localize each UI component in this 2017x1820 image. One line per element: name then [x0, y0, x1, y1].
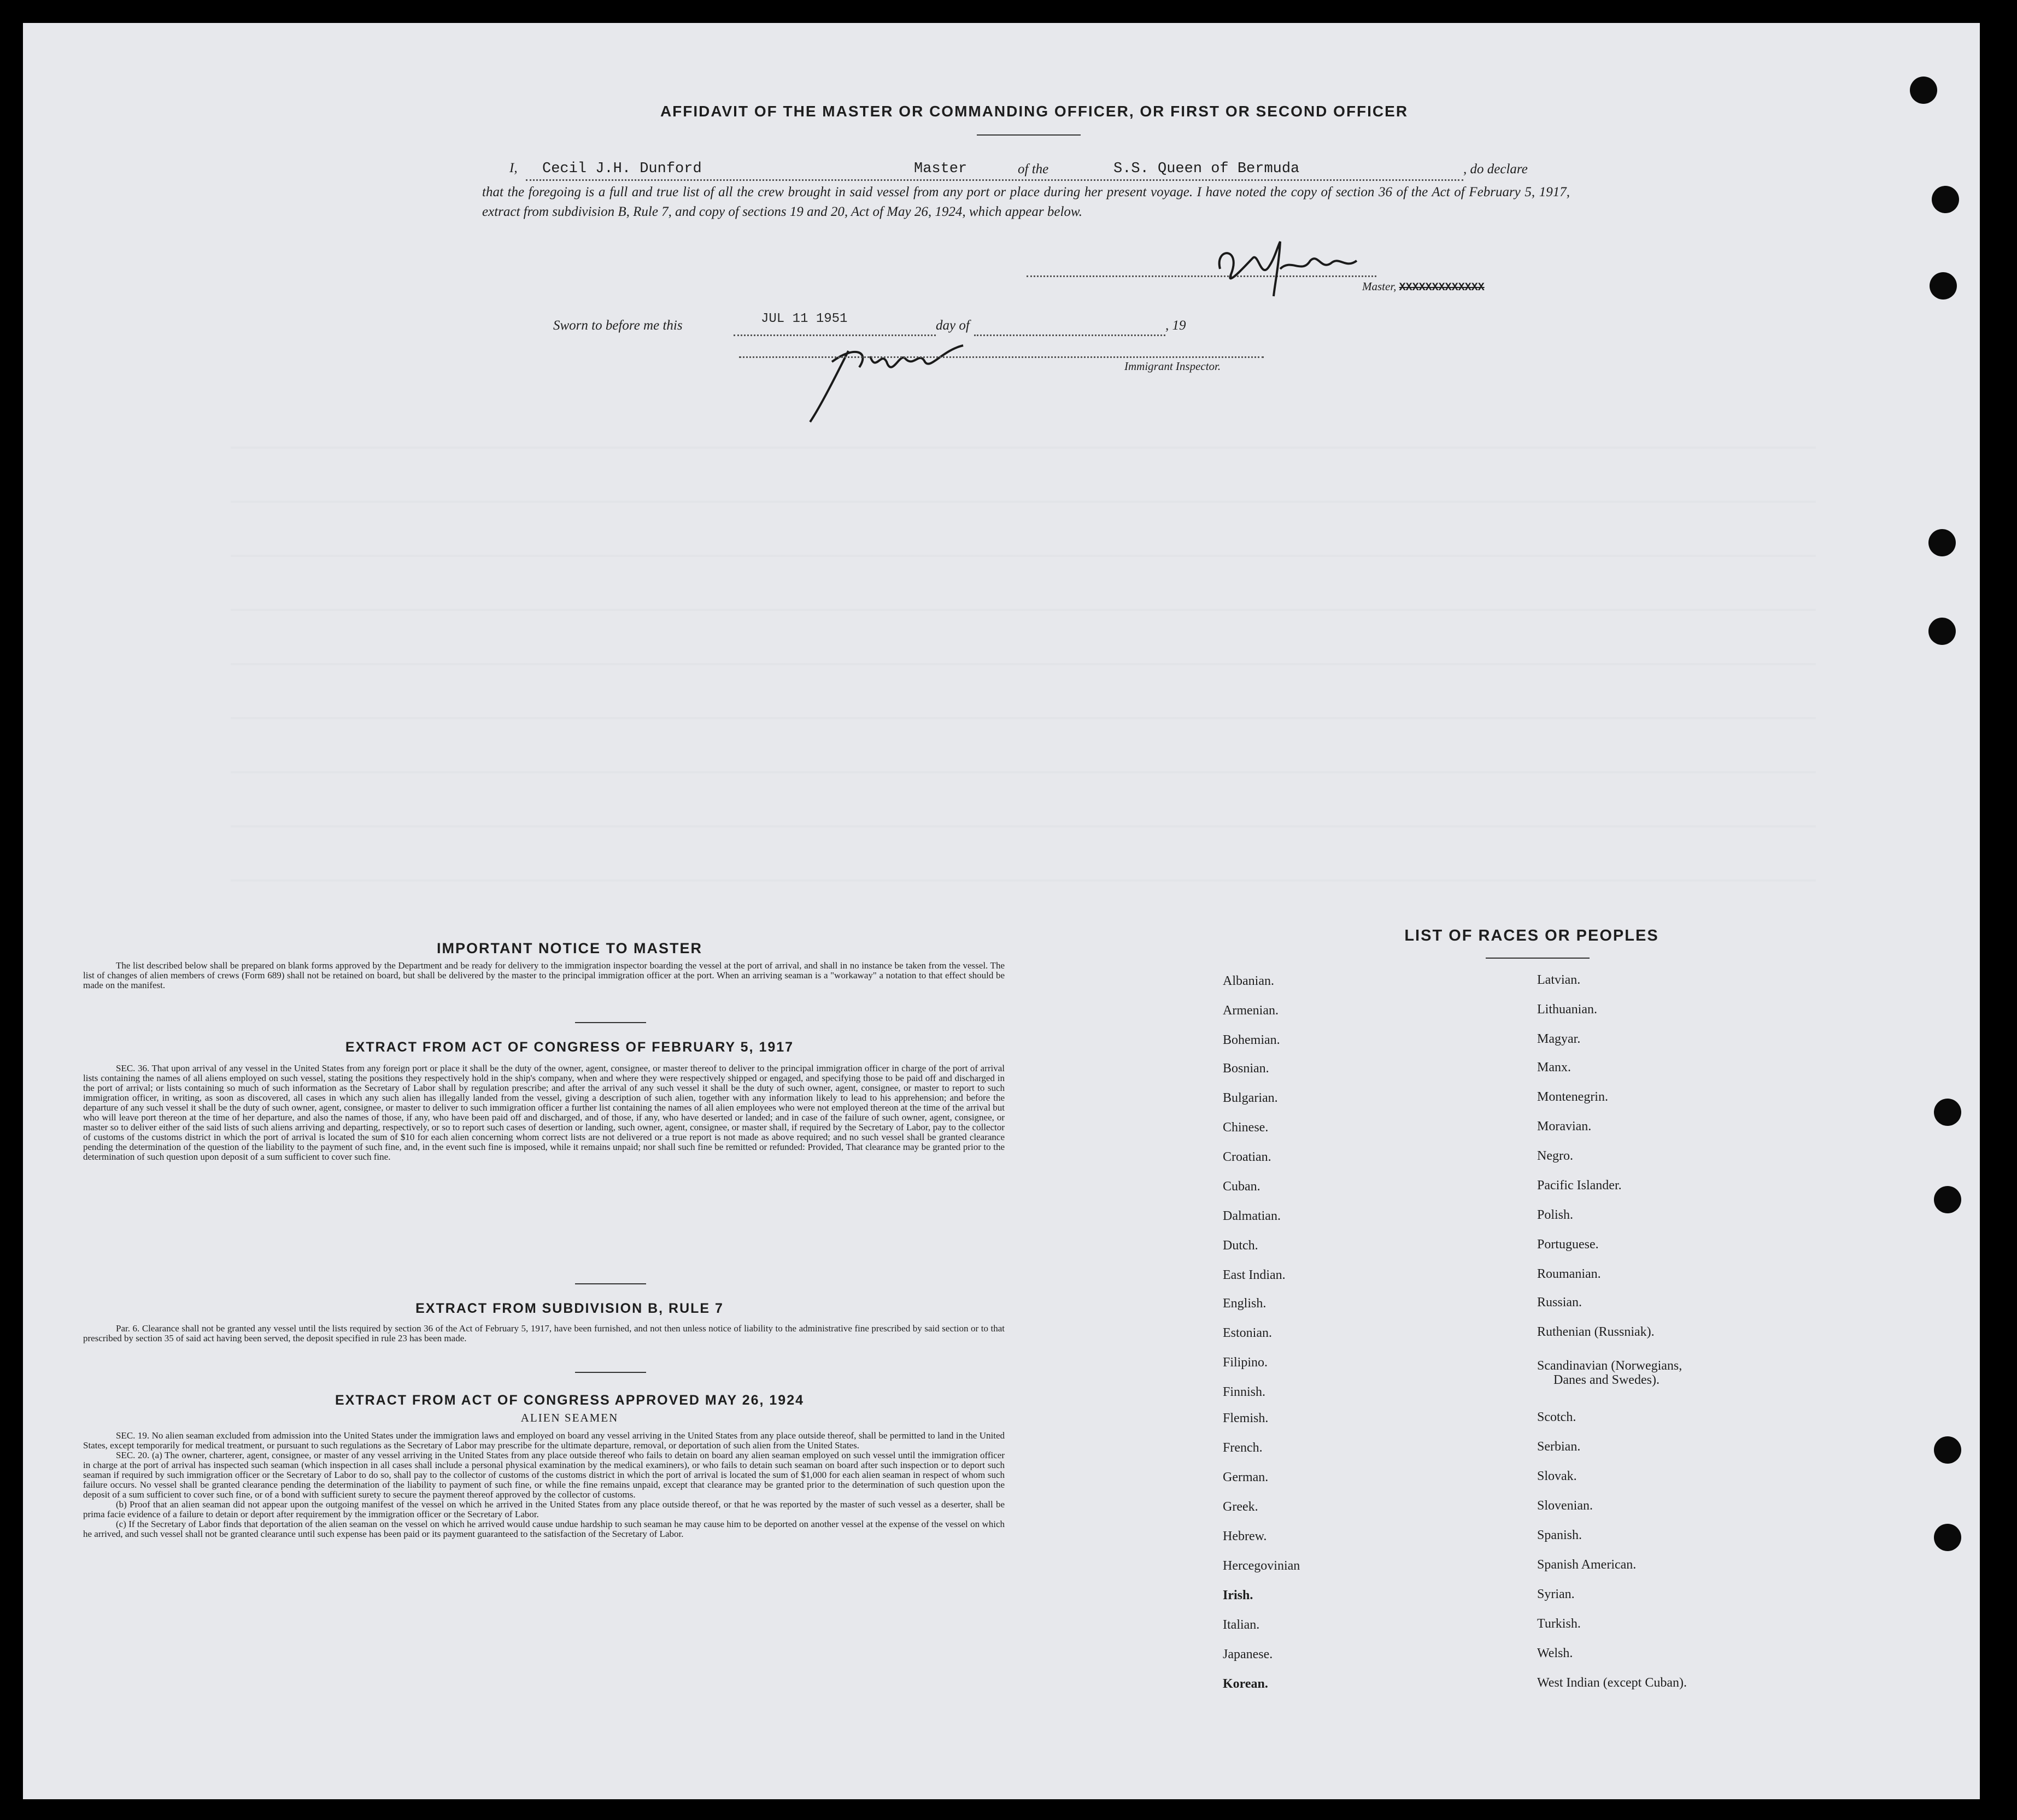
races-rule — [1486, 958, 1590, 959]
sec-19-paragraph: SEC. 19. No alien seaman excluded from admission into the United States under the immigration laws and employed on board any vessel arriving in the United States from any place outside thereof, shall be permitted to land in the United States, except temporarily for medical treatment, or pursuant to such regulations as the Secretary of Labor may prescribe for the ultimate departure, removal, or deportation of such alien from the United States. — [83, 1430, 1005, 1451]
race-item: Estonian. — [1223, 1326, 1272, 1340]
race-item: Greek. — [1223, 1500, 1258, 1514]
punch-hole — [1928, 618, 1956, 645]
declaration-text: that the foregoing is a full and true list of all the crew brought in said vessel from any port or place during her present voyage. I have noted the copy of section 36 of the Act of February 5, 1917, extract from subdivision B, Rule 7, and copy of sections 19 and 20, Act of May 26, 1924, which appear below. — [482, 185, 1570, 219]
race-item: Irish. — [1223, 1588, 1253, 1602]
race-item: Scandinavian (Norwegians, — [1537, 1359, 1682, 1373]
punch-hole — [1934, 1436, 1961, 1464]
race-item: Russian. — [1537, 1295, 1582, 1310]
race-item: Magyar. — [1537, 1032, 1581, 1046]
race-item: Dalmatian. — [1223, 1209, 1281, 1223]
race-item: French. — [1223, 1441, 1263, 1455]
punch-hole — [1934, 1186, 1961, 1213]
race-item: German. — [1223, 1470, 1269, 1484]
race-item: Bulgarian. — [1223, 1091, 1278, 1105]
stamp-date: JUL 11 1951 — [761, 312, 848, 326]
race-item: West Indian (except Cuban). — [1537, 1676, 1687, 1690]
race-item: Korean. — [1223, 1677, 1268, 1691]
race-item: Cuban. — [1223, 1179, 1260, 1194]
year-prefix: , 19 — [1165, 318, 1186, 333]
rank: Master — [914, 161, 968, 177]
race-item: Flemish. — [1223, 1411, 1269, 1425]
race-item: Moravian. — [1537, 1119, 1592, 1134]
race-item: East Indian. — [1223, 1268, 1286, 1282]
sworn-label: Sworn to before me this — [553, 318, 683, 333]
race-item: English. — [1223, 1296, 1267, 1311]
race-item: Slovenian. — [1537, 1499, 1593, 1513]
race-item: Armenian. — [1223, 1003, 1279, 1018]
name-line — [526, 179, 1463, 181]
master-label: Master, — [1362, 280, 1397, 293]
rule7-title: EXTRACT FROM SUBDIVISION B, RULE 7 — [415, 1301, 724, 1316]
race-item: Bohemian. — [1223, 1033, 1280, 1047]
punch-hole — [1932, 186, 1959, 213]
rule7-rule — [575, 1372, 646, 1373]
inspector-signature — [799, 329, 980, 427]
race-item: Lithuanian. — [1537, 1002, 1597, 1017]
race-item: Roumanian. — [1537, 1267, 1601, 1281]
do-declare-label: , do declare — [1463, 162, 1528, 177]
bleed-through-area — [231, 395, 1816, 886]
pronoun: I, — [509, 161, 518, 175]
master-title — [1362, 280, 1485, 294]
race-item: Spanish. — [1537, 1528, 1582, 1542]
race-item: Filipino. — [1223, 1355, 1268, 1370]
race-item: Latvian. — [1537, 973, 1581, 987]
race-item: Albanian. — [1223, 974, 1274, 988]
date-line-2 — [974, 334, 1165, 336]
race-item: Montenegrin. — [1537, 1090, 1608, 1104]
notice-title: IMPORTANT NOTICE TO MASTER — [437, 940, 702, 956]
extract-1924-title: EXTRACT FROM ACT OF CONGRESS APPROVED MAY 26, 1924 — [335, 1393, 805, 1408]
race-item: Polish. — [1537, 1208, 1574, 1222]
race-item: Serbian. — [1537, 1440, 1581, 1454]
affidavit-line — [482, 161, 1575, 183]
race-item: Syrian. — [1537, 1587, 1575, 1601]
race-item: Manx. — [1537, 1060, 1571, 1075]
race-item: Finnish. — [1223, 1385, 1266, 1399]
race-item: Italian. — [1223, 1618, 1260, 1632]
master-name: Cecil J.H. Dunford — [542, 161, 702, 177]
affidavit-title: AFFIDAVIT OF THE MASTER OR COMMANDING OFFICER, OR FIRST OR SECOND OFFICER — [660, 103, 1409, 120]
punch-hole — [1934, 1099, 1961, 1126]
race-item: Ruthenian (Russniak). — [1537, 1325, 1655, 1339]
of-the-label: of the — [1018, 162, 1049, 177]
sec-20c-paragraph: (c) If the Secretary of Labor finds that deportation of the alien seaman on the vessel on which he arrived would cause undue hardship to such seaman he may cause him to be deported on another vessel at the expense of the vessel on which he arrived, and such vessel shall not be granted clearance until such expense has been paid or its payment guaranteed to the satisfaction of the Secretary of Labor. — [83, 1519, 1005, 1539]
race-item: Turkish. — [1537, 1617, 1581, 1631]
sec-20b-paragraph: (b) Proof that an alien seaman did not appear upon the outgoing manifest of the vessel on which he arrived in the United States from any place outside thereof, or that he was reported by the master of such vessel as a deserter, shall be prima facie evidence of a failure to detain or deport after requirement by the immigration officer or the Secretary of Labor. — [83, 1499, 1005, 1519]
extract-1924-subtitle: ALIEN SEAMEN — [520, 1411, 619, 1424]
title-rule — [977, 134, 1081, 136]
race-item: Spanish American. — [1537, 1558, 1637, 1572]
race-item: Welsh. — [1537, 1646, 1573, 1660]
punch-hole — [1930, 272, 1957, 300]
notice-rule — [575, 1022, 646, 1023]
punch-hole — [1928, 529, 1956, 556]
inspector-signature-line — [739, 356, 1264, 358]
notice-paragraph: The list described below shall be prepared on blank forms approved by the Department and be ready for delivery to the immigration inspector boarding the vessel at the port of arrival, and shall in no instance be taken from the vessel. The list of changes of alien members of crews (Form 689) shall not be retained on board, but shall be delivered by the master to the principal immigration officer at the port. When an arriving seaman is a "workaway" a notation to that effect should be made on the manifest. — [83, 960, 1005, 990]
race-item: Hercegovinian — [1223, 1559, 1300, 1573]
race-item: Hebrew. — [1223, 1529, 1267, 1543]
sec-36-paragraph: SEC. 36. That upon arrival of any vessel in the United States from any foreign port or place it shall be the duty of the owner, agent, consignee, or master thereof to deliver to the principal immigration officer in charge of the port of arrival lists containing the names of all aliens employed on such vessel, stating the positions they respectively hold in the ship's company, when and where they were respectively shipped or engaged, and specifying those to be paid off and discharged in the port of arrival; or lists containing so much of such information as the Secretary of Labor shall by regulation prescribe; and after the arrival of any such vessel it shall be the duty of such owner, agent, consignee, or master to report to such immigration officer, in writing, as soon as discovered, all cases in which any such alien has illegally landed from the vessel, giving a description of such alien, together with any information likely to lead to his apprehension; and before the departure of any such vessel it shall be the duty of such owner, agent, consignee, or master to deliver to such immigration officer a further list containing the names of all alien employees who were not employed thereon at the time of the arrival but who will leave port thereon at the time of her departure, and also the names of those, if any, who have been paid off and discharged, and of those, if any, who have deserted or landed; and in case of the failure of such owner, agent, consignee, or master so to deliver either of the said lists of such aliens arriving and departing, respectively, or so to report such cases of desertion or landing, such owner, agent, consignee, or master shall, if required by the Secretary of Labor, pay to the collector of customs of the customs district in which the port of arrival is located the sum of $10 for each alien concerning whom correct lists are not delivered or a true report is not made as above required; and no such vessel shall be granted clearance pending the determination of the question of the liability to the payment of such fine, and, in the event such fine is imposed, while it remains unpaid; nor shall such fine be remitted or refunded: Provided, That clearance may be granted prior to the determination of such question upon deposit of a sum sufficient to cover such fine. — [83, 1063, 1005, 1162]
race-item: Negro. — [1537, 1149, 1573, 1163]
races-title: LIST OF RACES OR PEOPLES — [1404, 927, 1659, 944]
race-item: Chinese. — [1223, 1120, 1269, 1135]
vessel-name: S.S. Queen of Bermuda — [1113, 161, 1300, 177]
rule7-paragraph: Par. 6. Clearance shall not be granted any vessel until the lists required by section 36 of the Act of February 5, 1917, have been furnished, and not then unless notice of liability to the administrative fine prescribed by said section or to that prescribed by section 35 of said act having been served, the deposit specified in rule 23 has been made. — [83, 1323, 1005, 1343]
master-signature — [1209, 236, 1368, 302]
document-page — [23, 23, 1980, 1799]
race-item: Portuguese. — [1537, 1237, 1599, 1252]
race-item: Scotch. — [1537, 1410, 1576, 1424]
punch-hole — [1934, 1524, 1961, 1551]
race-item: Japanese. — [1223, 1647, 1273, 1662]
race-item: Croatian. — [1223, 1150, 1271, 1164]
notice-text — [83, 961, 1005, 990]
extract-1917-text — [83, 1064, 1005, 1162]
race-item: Dutch. — [1223, 1238, 1258, 1253]
race-item: Slovak. — [1537, 1469, 1577, 1483]
race-item: Danes and Swedes). — [1553, 1373, 1660, 1387]
extract-1924-text — [83, 1431, 1005, 1539]
extract-1917-title: EXTRACT FROM ACT OF CONGRESS OF FEBRUARY 5, 1917 — [345, 1040, 794, 1055]
struck-officer-text: XXXXXXXXXXXXX — [1399, 281, 1485, 294]
inspector-label: Immigrant Inspector. — [1124, 360, 1221, 373]
rule7-text — [83, 1324, 1005, 1343]
day-of-label: day of — [936, 318, 970, 333]
sec-20a-paragraph: SEC. 20. (a) The owner, charterer, agent, consignee, or master of any vessel arriving in the United States from any place outside thereof who fails to detain on board any alien seaman employed on such vessel until the immigration officer in charge at the port of arrival has inspected such seaman (which inspection in all cases shall include a personal physical examination by the medical examiners), or who fails to detain such seaman on board after such inspection or to deport such seaman if required by such immigration officer or the Secretary of Labor to do so, shall pay to the collector of customs of the customs district in which the port of arrival is located the sum of $1,000 for each alien seaman in respect of whom such failure occurs. No vessel shall be granted clearance pending the determination of the liability to payment of such fine, or while the fine remains unpaid, except that clearance may be granted prior to the determination of such question upon the deposit of a sum sufficient to cover such fine, or of a bond with sufficient surety to secure the payment thereof approved by the collector of customs. — [83, 1450, 1005, 1500]
extract-1917-rule — [575, 1283, 646, 1284]
race-item: Bosnian. — [1223, 1061, 1269, 1076]
punch-hole — [1910, 77, 1937, 104]
race-item: Pacific Islander. — [1537, 1178, 1622, 1193]
